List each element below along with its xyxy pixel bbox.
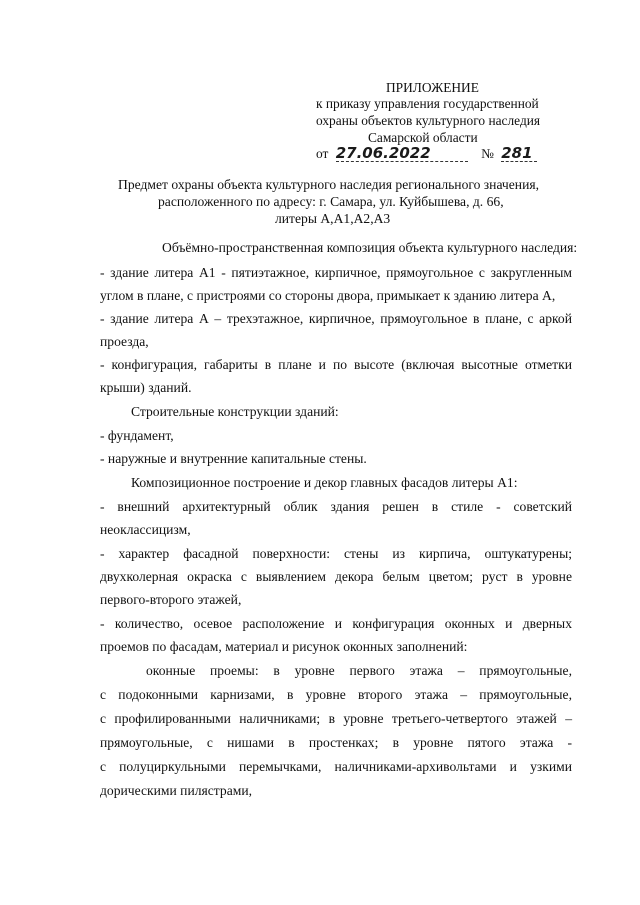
paragraph-line: прямоугольные, с нишами в простенках; в уровне пятого этажа - <box>100 735 572 750</box>
paragraph-line: проемов по фасадам, материал и рисунок оконных заполнений: <box>100 639 468 654</box>
paragraph-line: первого-второго этажей, <box>100 592 242 607</box>
appendix-line-2: охраны объектов культурного наследия <box>316 113 541 128</box>
from-label: от <box>316 146 329 161</box>
paragraph-line: - количество, осевое расположение и конфигурация оконных и дверных <box>100 616 572 631</box>
paragraph-line: оконные проемы: в уровне первого этажа – прямоугольные, <box>146 663 572 678</box>
paragraph-line: - конфигурация, габариты в плане и по высоте (включая высотные отметки <box>100 357 572 372</box>
paragraph-line: двухколерная окраска с выявлением декора белым цветом; руст в уровне <box>100 569 572 584</box>
appendix-title: ПРИЛОЖЕНИЕ <box>386 80 479 95</box>
paragraph-line: - наружные и внутренние капитальные стены. <box>100 451 367 466</box>
paragraph-line: крыши) зданий. <box>100 380 192 395</box>
appendix-date-row <box>316 145 537 162</box>
paragraph-line: с подоконными карнизами, в уровне второго этажа – прямоугольные, <box>100 687 572 702</box>
paragraph-line: углом в плане, с пристроями со стороны двора, примыкает к зданию литера А, <box>100 288 556 303</box>
heading-line-1: Предмет охраны объекта культурного наследия регионального значения, <box>118 177 540 192</box>
appendix-line-1: к приказу управления государственной <box>316 96 539 111</box>
appendix-line-3: Самарской области <box>368 130 478 145</box>
paragraph-line: неоклассицизм, <box>100 522 191 537</box>
heading-line-3: литеры А,А1,А2,А3 <box>275 211 391 226</box>
paragraph-line: - фундамент, <box>100 428 174 443</box>
handwritten-date: 27.06.2022 <box>336 145 468 162</box>
section-title-facades: Композиционное построение и декор главных фасадов литеры А1: <box>131 475 518 490</box>
paragraph-line: с полуциркульными перемычками, наличниками-архивольтами и узкими <box>100 759 572 774</box>
section-title-structures: Строительные конструкции зданий: <box>131 404 339 419</box>
paragraph-line: - внешний архитектурный облик здания решен в стиле - советский <box>100 499 572 514</box>
section-title-volume: Объёмно-пространственная композиция объекта культурного наследия: <box>162 240 578 255</box>
paragraph-line: проезда, <box>100 334 149 349</box>
paragraph-line: с профилированными наличниками; в уровне третьего-четвертого этажей – <box>100 711 572 726</box>
paragraph-line: дорическими пилястрами, <box>100 783 253 798</box>
paragraph-line: - здание литера А – трехэтажное, кирпичное, прямоугольное в плане, с аркой <box>100 311 572 326</box>
paragraph-line: - характер фасадной поверхности: стены из кирпича, оштукатурены; <box>100 546 572 561</box>
heading-line-2: расположенного по адресу: г. Самара, ул. Куйбышева, д. 66, <box>158 194 504 209</box>
paragraph-line: - здание литера А1 - пятиэтажное, кирпичное, прямоугольное с закругленным <box>100 265 572 280</box>
number-label: № <box>481 146 494 161</box>
handwritten-number: 281 <box>501 145 537 162</box>
